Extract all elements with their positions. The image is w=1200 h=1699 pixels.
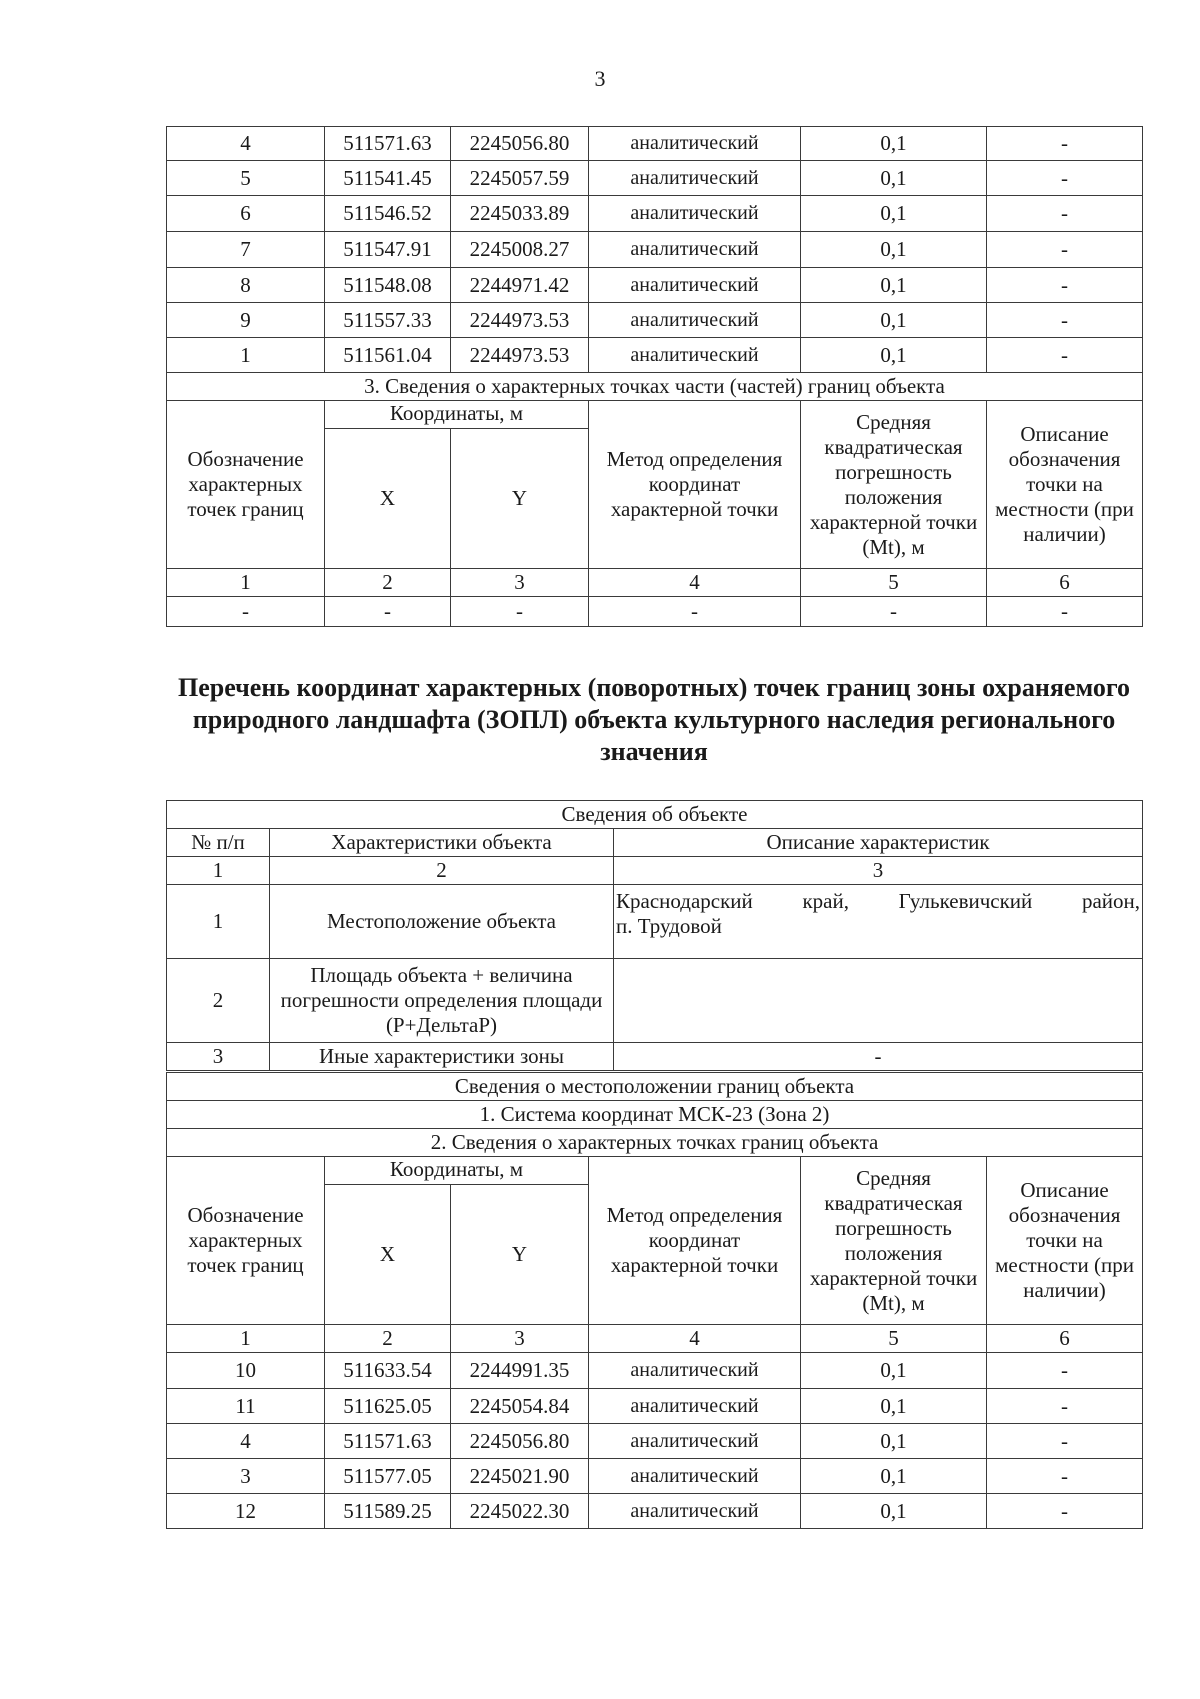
coords-header: Координаты, м xyxy=(325,401,589,429)
table-row xyxy=(167,1459,1143,1494)
mt-cell: 0,1 xyxy=(801,196,987,232)
point-cell: 9 xyxy=(167,303,325,338)
desc-cell: - xyxy=(987,268,1143,303)
y-cell: 2245021.90 xyxy=(451,1459,589,1494)
value-part: Гулькевичский xyxy=(898,889,1033,913)
points-title: 2. Сведения о характерных точках границ объекта xyxy=(167,1129,1143,1157)
method-header: Метод определения координат характерной точки xyxy=(589,1157,801,1325)
x-cell: 511633.54 xyxy=(325,1353,451,1389)
y-header: Y xyxy=(451,1185,589,1325)
col-number: 6 xyxy=(987,569,1143,597)
object-info-table xyxy=(166,800,1143,1071)
page-number: 3 xyxy=(594,66,606,91)
y-cell: 2245022.30 xyxy=(451,1494,589,1529)
object-info-title: Сведения об объекте xyxy=(167,801,1143,829)
empty-cell: - xyxy=(987,597,1143,627)
y-cell: 2244971.42 xyxy=(451,268,589,303)
method-cell: аналитический xyxy=(589,303,801,338)
desc-cell: - xyxy=(987,127,1143,161)
table-row xyxy=(167,959,1143,1043)
method-cell: аналитический xyxy=(589,1459,801,1494)
y-cell: 2244973.53 xyxy=(451,338,589,373)
table-row xyxy=(167,1043,1143,1071)
table-row xyxy=(167,1389,1143,1424)
table-row xyxy=(167,885,1143,959)
mt-cell: 0,1 xyxy=(801,1389,987,1424)
desc-cell: - xyxy=(987,1424,1143,1459)
method-cell: аналитический xyxy=(589,127,801,161)
item-value xyxy=(614,959,1143,1043)
value-line2: п. Трудовой xyxy=(616,914,722,938)
x-cell: 511547.91 xyxy=(325,232,451,268)
mt-header: Средняя квадратическая погрешность положения характерной точки (Mt), м xyxy=(801,1157,987,1325)
x-cell: 511557.33 xyxy=(325,303,451,338)
mt-cell: 0,1 xyxy=(801,268,987,303)
value-part: Краснодарский xyxy=(616,889,753,913)
empty-cell: - xyxy=(167,597,325,627)
x-cell: 511625.05 xyxy=(325,1389,451,1424)
col-number: 3 xyxy=(451,1325,589,1353)
method-cell: аналитический xyxy=(589,1353,801,1389)
empty-cell: - xyxy=(801,597,987,627)
empty-cell: - xyxy=(451,597,589,627)
desc-cell: - xyxy=(987,196,1143,232)
desc-header: Описание характеристик xyxy=(614,829,1143,857)
method-cell: аналитический xyxy=(589,1494,801,1529)
method-header: Метод определения координат характерной точки xyxy=(589,401,801,569)
x-cell: 511571.63 xyxy=(325,1424,451,1459)
point-cell: 11 xyxy=(167,1389,325,1424)
table-row xyxy=(167,338,1143,373)
method-cell: аналитический xyxy=(589,232,801,268)
method-cell: аналитический xyxy=(589,161,801,196)
table-row xyxy=(167,127,1143,161)
col-number: 6 xyxy=(987,1325,1143,1353)
x-cell: 511577.05 xyxy=(325,1459,451,1494)
coord-system: 1. Система координат МСК-23 (Зона 2) xyxy=(167,1101,1143,1129)
mt-cell: 0,1 xyxy=(801,1353,987,1389)
point-cell: 8 xyxy=(167,268,325,303)
col-number: 1 xyxy=(167,1325,325,1353)
desc-header: Описание обозначения точки на местности (при наличии) xyxy=(987,1157,1143,1325)
item-value xyxy=(614,885,1143,959)
value-part: район, xyxy=(1081,889,1140,913)
table-row xyxy=(167,1353,1143,1389)
method-cell: аналитический xyxy=(589,1424,801,1459)
table-row xyxy=(167,1424,1143,1459)
location-title: Сведения о местоположении границ объекта xyxy=(167,1073,1143,1101)
desc-cell: - xyxy=(987,1494,1143,1529)
y-cell: 2245056.80 xyxy=(451,1424,589,1459)
col-number: 4 xyxy=(589,569,801,597)
table-row xyxy=(167,268,1143,303)
point-cell: 4 xyxy=(167,1424,325,1459)
mt-header: Средняя квадратическая погрешность положения характерной точки (Mt), м xyxy=(801,401,987,569)
mt-cell: 0,1 xyxy=(801,161,987,196)
desc-cell: - xyxy=(987,1459,1143,1494)
section-title: Перечень координат характерных (поворотных) точек границ зоны охраняемого природного ландшафта (ЗОПЛ) объекта культурного наследия регионального значения xyxy=(178,673,1130,766)
col-number: 3 xyxy=(451,569,589,597)
boundary-points-table xyxy=(166,1072,1143,1529)
desc-cell: - xyxy=(987,1389,1143,1424)
mt-cell: 0,1 xyxy=(801,232,987,268)
mt-cell: 0,1 xyxy=(801,1424,987,1459)
col-number: 5 xyxy=(801,569,987,597)
x-cell: 511589.25 xyxy=(325,1494,451,1529)
method-cell: аналитический xyxy=(589,1389,801,1424)
desc-cell: - xyxy=(987,338,1143,373)
y-cell: 2245033.89 xyxy=(451,196,589,232)
y-cell: 2245056.80 xyxy=(451,127,589,161)
point-cell: 7 xyxy=(167,232,325,268)
x-header: X xyxy=(325,429,451,569)
col-number: 1 xyxy=(167,857,270,885)
table-row xyxy=(167,196,1143,232)
y-cell: 2245054.84 xyxy=(451,1389,589,1424)
y-cell: 2245057.59 xyxy=(451,161,589,196)
desc-cell: - xyxy=(987,161,1143,196)
col-number: 2 xyxy=(270,857,614,885)
item-number: 3 xyxy=(167,1043,270,1071)
item-number: 2 xyxy=(167,959,270,1043)
points-table-continued xyxy=(166,126,1143,627)
point-cell: 5 xyxy=(167,161,325,196)
y-cell: 2245008.27 xyxy=(451,232,589,268)
section3-title: 3. Сведения о характерных точках части (частей) границ объекта xyxy=(167,373,1143,401)
desc-header: Описание обозначения точки на местности (при наличии) xyxy=(987,401,1143,569)
method-cell: аналитический xyxy=(589,338,801,373)
num-header: № п/п xyxy=(167,829,270,857)
col-number: 2 xyxy=(325,1325,451,1353)
col-number: 4 xyxy=(589,1325,801,1353)
y-header: Y xyxy=(451,429,589,569)
method-cell: аналитический xyxy=(589,268,801,303)
x-cell: 511561.04 xyxy=(325,338,451,373)
value-part: край, xyxy=(802,889,849,913)
point-cell: 6 xyxy=(167,196,325,232)
table-row xyxy=(167,303,1143,338)
mt-cell: 0,1 xyxy=(801,1494,987,1529)
table-row xyxy=(167,1494,1143,1529)
coords-header: Координаты, м xyxy=(325,1157,589,1185)
desc-cell: - xyxy=(987,232,1143,268)
x-cell: 511541.45 xyxy=(325,161,451,196)
desc-cell: - xyxy=(987,303,1143,338)
char-header: Характеристики объекта xyxy=(270,829,614,857)
y-cell: 2244973.53 xyxy=(451,303,589,338)
mt-cell: 0,1 xyxy=(801,127,987,161)
mt-cell: 0,1 xyxy=(801,338,987,373)
mt-cell: 0,1 xyxy=(801,303,987,338)
designation-header: Обозначение характерных точек границ xyxy=(167,401,325,569)
point-cell: 4 xyxy=(167,127,325,161)
point-cell: 10 xyxy=(167,1353,325,1389)
table-row xyxy=(167,597,1143,627)
method-cell: аналитический xyxy=(589,196,801,232)
point-cell: 3 xyxy=(167,1459,325,1494)
point-cell: 1 xyxy=(167,338,325,373)
item-name: Иные характеристики зоны xyxy=(270,1043,614,1071)
col-number: 1 xyxy=(167,569,325,597)
table-row xyxy=(167,232,1143,268)
col-number: 2 xyxy=(325,569,451,597)
empty-cell: - xyxy=(325,597,451,627)
designation-header: Обозначение характерных точек границ xyxy=(167,1157,325,1325)
item-number: 1 xyxy=(167,885,270,959)
y-cell: 2244991.35 xyxy=(451,1353,589,1389)
mt-cell: 0,1 xyxy=(801,1459,987,1494)
x-cell: 511548.08 xyxy=(325,268,451,303)
point-cell: 12 xyxy=(167,1494,325,1529)
x-cell: 511546.52 xyxy=(325,196,451,232)
item-name: Площадь объекта + величина погрешности определения площади (Р+ДельтаР) xyxy=(270,959,614,1043)
item-value: - xyxy=(614,1043,1143,1071)
desc-cell: - xyxy=(987,1353,1143,1389)
table-row xyxy=(167,161,1143,196)
empty-cell: - xyxy=(589,597,801,627)
item-name: Местоположение объекта xyxy=(270,885,614,959)
x-cell: 511571.63 xyxy=(325,127,451,161)
col-number: 5 xyxy=(801,1325,987,1353)
col-number: 3 xyxy=(614,857,1143,885)
x-header: X xyxy=(325,1185,451,1325)
